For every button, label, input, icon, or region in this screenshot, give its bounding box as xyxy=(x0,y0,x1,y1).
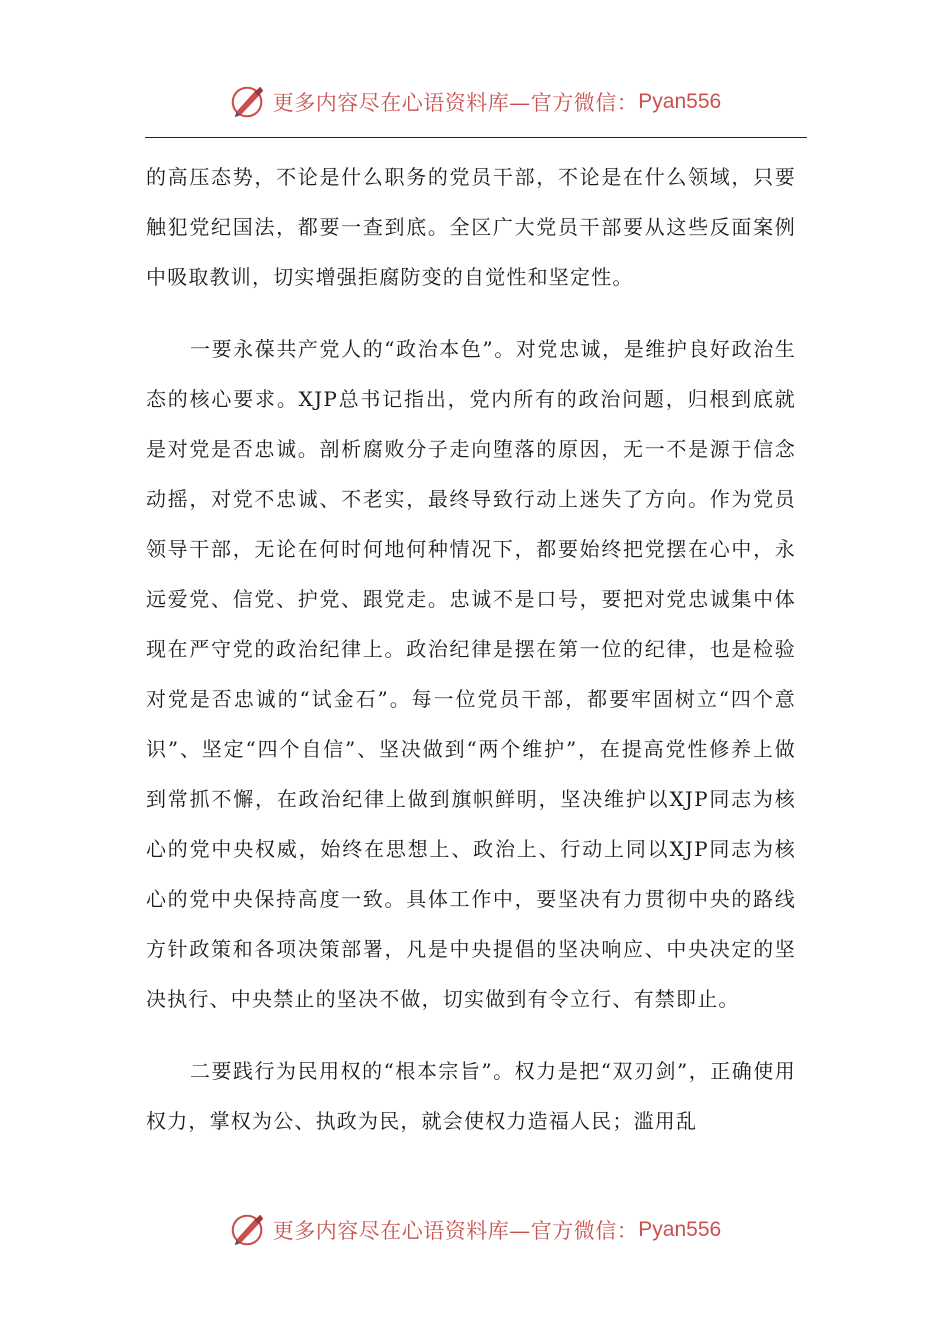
paragraph-political-loyalty: 一要永葆共产党人的“政治本色”。对党忠诚，是维护良好政治生态的核心要求。XJP总书记指出，党内所有的政治问题，归根到底就是对党是否忠诚。剖析腐败分子走向堕落的原因，无一不是源于信念动摇，对党不忠诚、不老实，最终导致行动上迷失了方向。作为党员领导干部，无论在何时何地何种情况下，都要始终把党摆在心中，永远爱党、信党、护党、跟党走。忠诚不是口号，要把对党忠诚集中体现在严守党的政治纪律上。政治纪律是摆在第一位的纪律，也是检验对党是否忠诚的“试金石”。每一位党员干部，都要牢固树立“四个意识”、坚定“四个自信”、坚决做到“两个维护”，在提高党性修养上做到常抓不懈，在政治纪律上做到旗帜鲜明，坚决维护以XJP同志为核心的党中央权威，始终在思想上、政治上、行动上同以XJP同志为核心的党中央保持高度一致。具体工作中，要坚决有力贯彻中央的路线方针政策和各项决策部署，凡是中央提倡的坚决响应、中央决定的坚决执行、中央禁止的坚决不做，切实做到有令立行、有禁即止。 xyxy=(146,337,796,1011)
footer-banner xyxy=(0,1208,950,1252)
header-divider xyxy=(145,137,807,138)
pen-logo-icon xyxy=(229,83,267,121)
header-banner xyxy=(0,80,950,124)
banner-text: 更多内容尽在心语资料库—官方微信： xyxy=(272,1219,639,1243)
paragraph-power-for-people: 二要践行为民用权的“根本宗旨”。权力是把“双刃剑”，正确使用权力，掌权为公、执政为民，就会使权力造福人民；滥用乱 xyxy=(146,1059,796,1133)
paragraph-continuation: 的高压态势，不论是什么职务的党员干部，不论是在什么领域，只要触犯党纪国法，都要一查到底。全区广大党员干部要从这些反面案例中吸取教训，切实增强拒腐防变的自觉性和坚定性。 xyxy=(146,165,796,289)
document-body xyxy=(146,152,796,1146)
pen-logo-icon xyxy=(229,1211,267,1249)
banner-wechat-id: Pyan556 xyxy=(638,90,722,113)
banner-text: 更多内容尽在心语资料库—官方微信： xyxy=(272,91,639,115)
banner-wechat-id: Pyan556 xyxy=(638,1218,722,1241)
